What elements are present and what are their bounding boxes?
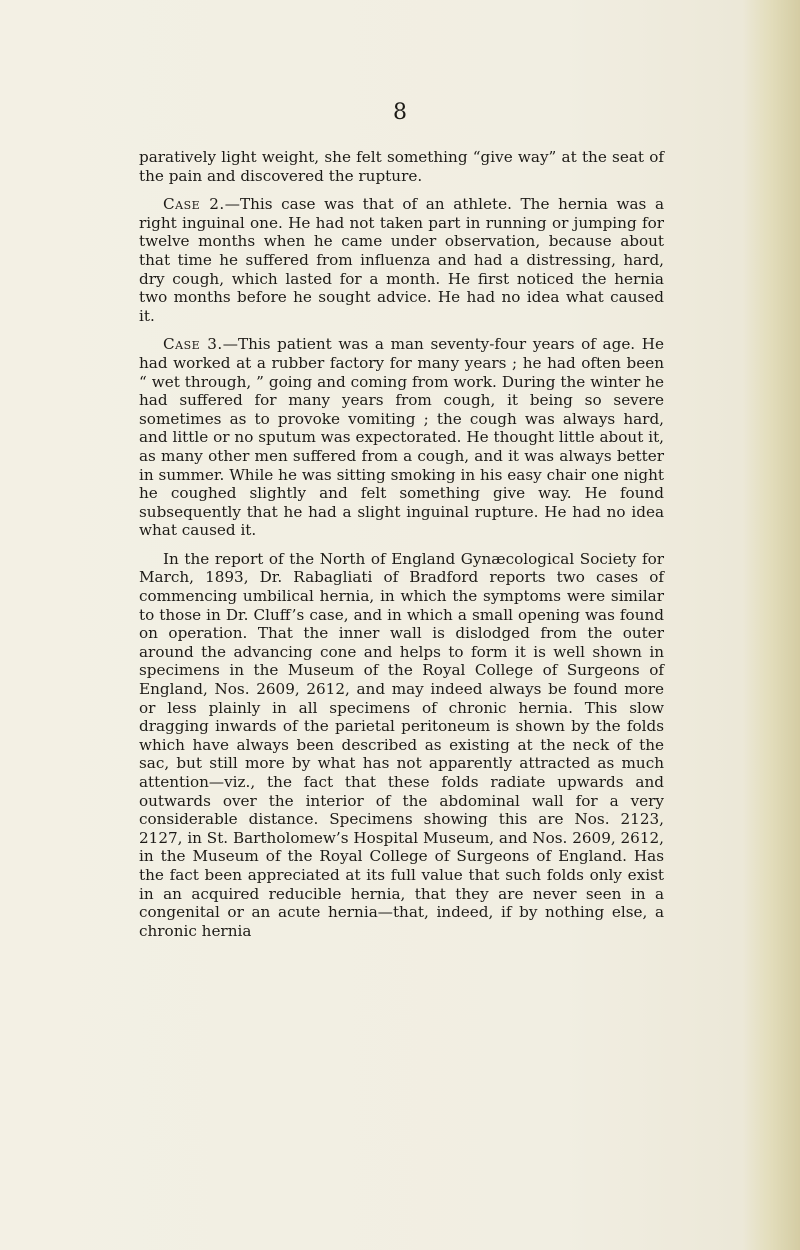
paragraph-text: —This case was that of an athlete. The hernia was a right inguinal one. He had not taken part in running or jumping for twelve months when he came under observation, because about that time he suffered from influenza and had a distressing, hard, dry cough, which lasted for a month. He first noticed the hernia two months before he sought advice. He had no idea what caused it.	[139, 195, 664, 325]
page-edge-shadow	[742, 0, 800, 1250]
body-text	[139, 148, 664, 950]
paragraph-text: In the report of the North of England Gynæcological Society for March, 1893, Dr. Rabagliati of Bradford reports two cases of commencing umbilical hernia, in which the symptoms were similar to those in Dr. Cluff’s case, and in which a small opening was found on operation. That the inner wall is dislodged from the outer around the advancing cone and helps to form it is well shown in specimens in the Museum of the Royal College of Surgeons of England, Nos. 2609, 2612, and may indeed always be found more or less plainly in all specimens of chronic hernia. This slow dragging inwards of the parietal peritoneum is shown by the folds which have always been described as existing at the neck of the sac, but still more by what has not apparently attracted as much attention—viz., the fact that these folds radiate upwards and outwards over the interior of the abdominal wall for a very considerable distance. Specimens showing this are Nos. 2123, 2127, in St. Bartholomew’s Hospital Museum, and Nos. 2609, 2612, in the Museum of the Royal College of Surgeons of England. Has the fact been appreciated at its full value that such folds only exist in an acquired reducible hernia, that they are never seen in a congenital or an acute hernia—that, indeed, if by nothing else, a chronic hernia	[139, 549, 664, 940]
paragraph-case-2	[139, 195, 664, 325]
paragraph-report	[139, 550, 664, 940]
paragraph-text: paratively light weight, she felt something “give way” at the seat of the pain and discovered the rupture.	[139, 148, 664, 185]
paragraph-case-3	[139, 335, 664, 540]
case-label: Case 3.	[163, 335, 223, 354]
paragraph-text: —This patient was a man seventy-four years of age. He had worked at a rubber factory for many years ; he had often been “ wet through, ” going and coming from work. During the winter he had suffered for many years from cough, it being so severe sometimes as to provoke vomiting ; the cough was always hard, and little or no sputum was expectorated. He thought little about it, as many other men suffered from a cough, and it was always better in summer. While he was sitting smoking in his easy chair one night he coughed slightly and felt something give way. He found subsequently that he had a slight inguinal rupture. He had no idea what caused it.	[139, 335, 665, 540]
case-label: Case 2.	[163, 195, 225, 214]
paragraph-continuation	[139, 148, 664, 185]
page-number: 8	[393, 100, 407, 125]
